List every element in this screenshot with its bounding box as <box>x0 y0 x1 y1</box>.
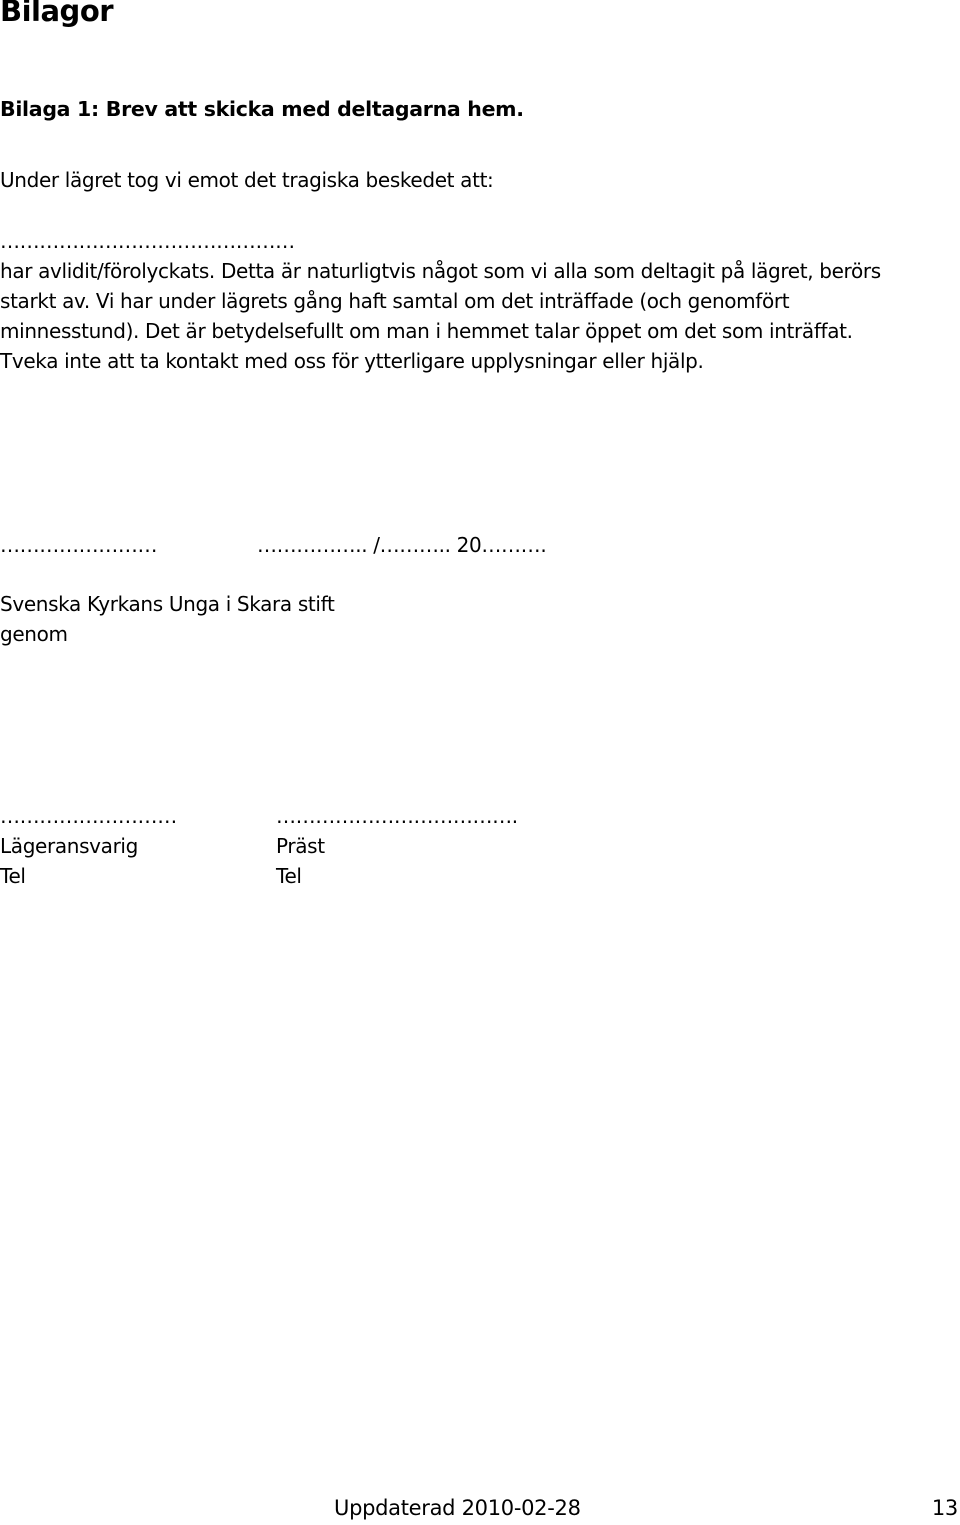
sender-organization: Svenska Kyrkans Unga i Skara stift <box>0 592 335 616</box>
name-blank-line: ……………………………………… <box>0 229 295 253</box>
place-blank: …………………… <box>0 533 158 557</box>
date-blank: …………….. /……….. 20………. <box>257 533 547 557</box>
intro-text: Under lägret tog vi emot det tragiska beskedet att: <box>0 168 494 192</box>
page-heading: Bilagor <box>0 0 114 28</box>
signature-line: ………………………………. <box>276 804 518 828</box>
body-line: har avlidit/förolyckats. Detta är naturligtvis något som vi alla som deltagit på lägret, berörs <box>0 259 881 283</box>
body-line: starkt av. Vi har under lägrets gång haft samtal om det inträffade (och genomfört <box>0 289 790 313</box>
footer-updated: Uppdaterad 2010-02-28 <box>334 1496 581 1520</box>
body-line: minnesstund). Det är betydelsefullt om man i hemmet talar öppet om det som inträffat. <box>0 319 853 343</box>
signature-role: Präst <box>276 834 325 858</box>
signature-line: ……………………… <box>0 804 177 828</box>
attachment-title: Bilaga 1: Brev att skicka med deltagarna hem. <box>0 97 524 121</box>
signature-tel: Tel <box>0 864 26 888</box>
page-number: 13 <box>931 1496 958 1520</box>
signature-tel: Tel <box>276 864 302 888</box>
body-line: Tveka inte att ta kontakt med oss för ytterligare upplysningar eller hjälp. <box>0 349 704 373</box>
sender-via: genom <box>0 622 68 646</box>
signature-role: Lägeransvarig <box>0 834 138 858</box>
